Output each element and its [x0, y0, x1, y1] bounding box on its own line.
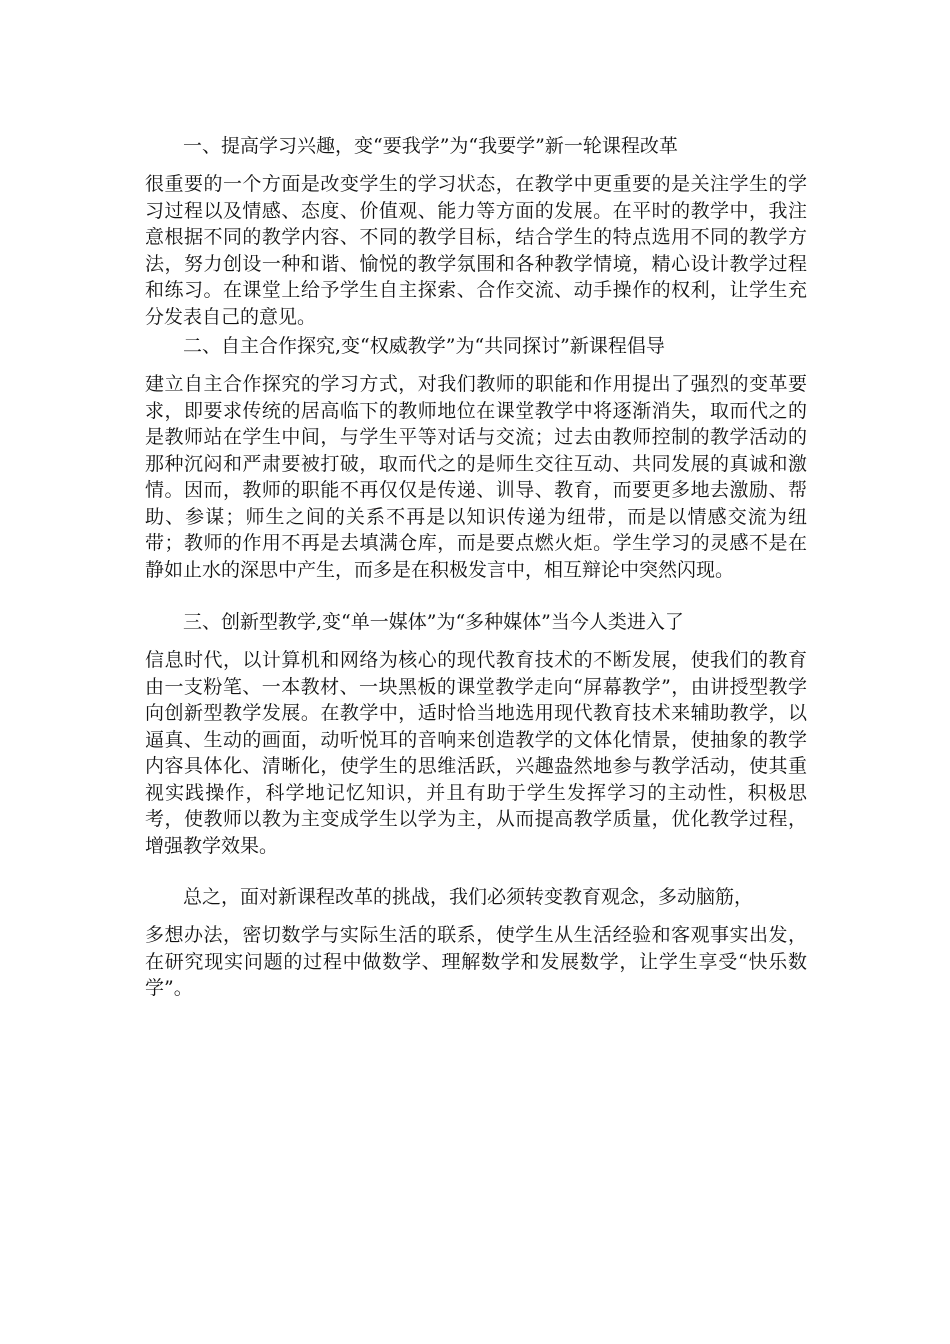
section-conclusion — [145, 884, 807, 1002]
section-body: 很重要的一个方面是改变学生的学习状态，在教学中更重要的是关注学生的学习过程以及情感、态度、价值观、能力等方面的发展。在平时的教学中，我注意根据不同的教学内容、不同的教学目标，结合学生的特点选用不同的教学方法，努力创设一种和谐、愉悦的教学氛围和各种教学情境，精心设计教学过程和练习。在课堂上给予学生自主探索、合作交流、动手操作的权利，让学生充分发表自己的意见。 — [145, 173, 807, 328]
section-body: 建立自主合作探究的学习方式，对我们教师的职能和作用提出了强烈的变革要求，即要求传统的居高临下的教师地位在课堂教学中将逐渐消失，取而代之的是教师站在学生中间，与学生平等对话与交流；过去由教师控制的教学活动的那种沉闷和严肃要被打破，取而代之的是师生交往互动、共同发展的真诚和激情。因而，教师的职能不再仅仅是传递、训导、教育，而要更多地去激励、帮助、参谋；师生之间的关系不再是以知识传递为纽带，而是以情感交流为纽带；教师的作用不再是去填满仓库，而是要点燃火炬。学生学习的灵感不是在静如止水的深思中产生，而多是在积极发言中，相互辩论中突然闪现。 — [145, 373, 807, 581]
section-interest — [145, 133, 807, 330]
section-cooperation — [145, 333, 807, 583]
section-lead: 三、创新型教学,变“单一媒体”为“多种媒体”当今人类进入了 — [183, 611, 684, 633]
section-body: 多想办法，密切数学与实际生活的联系，使学生从生活经验和客观事实出发，在研究现实问题的过程中做数学、理解数学和发展数学，让学生享受“快乐数学”。 — [145, 924, 807, 999]
section-lead: 一、提高学习兴趣，变“要我学”为“我要学”新一轮课程改革 — [183, 135, 678, 157]
section-lead: 二、自主合作探究,变“权威教学”为“共同探讨”新课程倡导 — [183, 335, 665, 357]
section-lead: 总之，面对新课程改革的挑战，我们必须转变教育观念，多动脑筋， — [183, 886, 754, 908]
section-body: 信息时代，以计算机和网络为核心的现代教育技术的不断发展，使我们的教育由一支粉笔、一本教材、一块黑板的课堂教学走向“屏幕教学”，由讲授型教学向创新型教学发展。在教学中，适时恰当地选用现代教育技术来辅助教学，以逼真、生动的画面，动听悦耳的音响来创造教学的文体化情景，使抽象的教学内容具体化、清晰化，使学生的思维活跃，兴趣盎然地参与教学活动，使其重视实践操作，科学地记忆知识，并且有助于学生发挥学习的主动性，积极思考，使教师以教为主变成学生以学为主，从而提高教学质量，优化教学过程，增强教学效果。 — [145, 649, 807, 857]
section-innovation — [145, 609, 807, 859]
